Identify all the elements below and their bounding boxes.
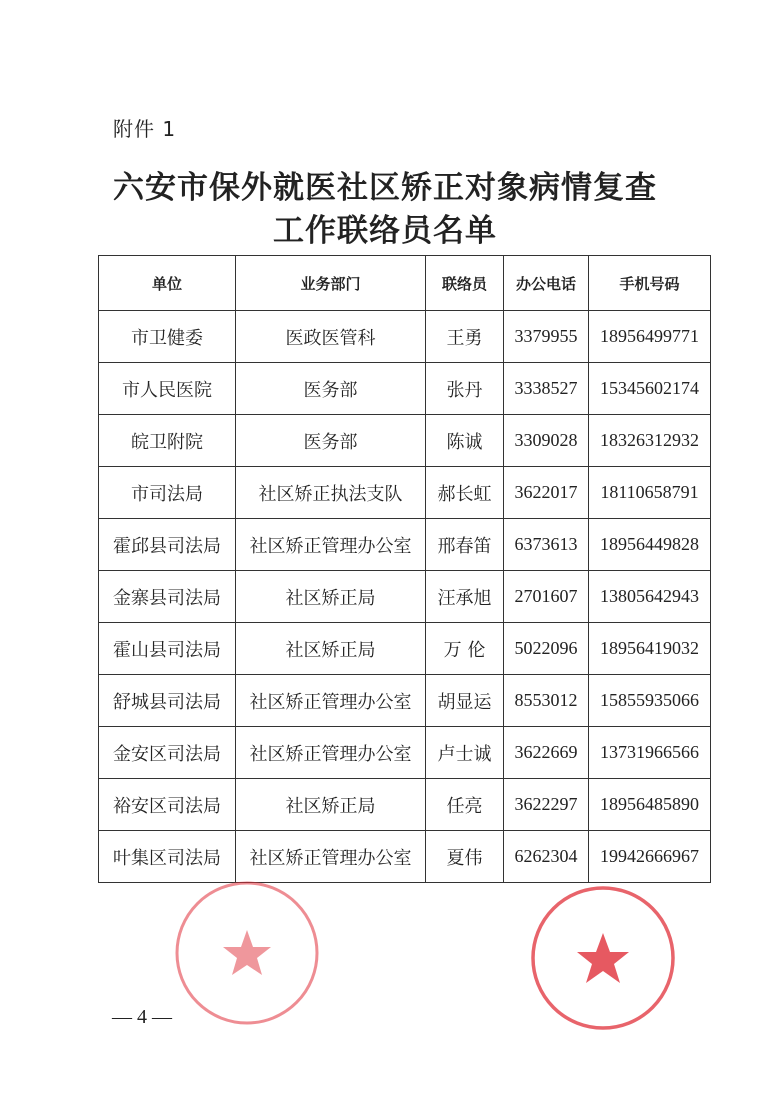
unit-cell: 霍山县司法局: [99, 623, 236, 675]
page-number: — 4 —: [112, 1006, 172, 1028]
unit-cell: 舒城县司法局: [99, 675, 236, 727]
office-phone-cell: 3309028: [504, 415, 589, 467]
table-row: [99, 519, 711, 571]
table-row: [99, 727, 711, 779]
department-cell: 社区矫正执法支队: [236, 467, 426, 519]
table-row: [99, 675, 711, 727]
department-cell: 医务部: [236, 415, 426, 467]
mobile-cell: 18326312932: [589, 415, 711, 467]
header-unit: 单位: [99, 256, 236, 311]
mobile-cell: 15345602174: [589, 363, 711, 415]
table-row: [99, 415, 711, 467]
unit-cell: 叶集区司法局: [99, 831, 236, 883]
office-phone-cell: 3622669: [504, 727, 589, 779]
contact-person-cell: 王勇: [426, 311, 504, 363]
table-row: [99, 363, 711, 415]
office-phone-cell: 5022096: [504, 623, 589, 675]
table-row: [99, 571, 711, 623]
contact-person-cell: 郝长虹: [426, 467, 504, 519]
department-cell: 社区矫正局: [236, 571, 426, 623]
office-phone-cell: 8553012: [504, 675, 589, 727]
contact-person-cell: 胡显运: [426, 675, 504, 727]
office-phone-cell: 3622297: [504, 779, 589, 831]
contact-person-cell: 夏伟: [426, 831, 504, 883]
contact-person-cell: 邢春笛: [426, 519, 504, 571]
table-body: [99, 311, 711, 883]
contact-person-cell: 陈诚: [426, 415, 504, 467]
unit-cell: 霍邱县司法局: [99, 519, 236, 571]
unit-cell: 金安区司法局: [99, 727, 236, 779]
header-mobile: 手机号码: [589, 256, 711, 311]
department-cell: 医务部: [236, 363, 426, 415]
document-title-line1: 六安市保外就医社区矫正对象病情复查: [113, 170, 657, 206]
seal-left-stamp: [172, 878, 322, 1028]
attachment-label: 附件 1: [113, 117, 177, 141]
department-cell: 社区矫正管理办公室: [236, 675, 426, 727]
department-cell: 社区矫正局: [236, 623, 426, 675]
contact-person-cell: 万 伦: [426, 623, 504, 675]
mobile-cell: 18956485890: [589, 779, 711, 831]
mobile-cell: 19942666967: [589, 831, 711, 883]
unit-cell: 皖卫附院: [99, 415, 236, 467]
table-header-row: [99, 256, 711, 311]
contact-person-cell: 汪承旭: [426, 571, 504, 623]
table-row: [99, 623, 711, 675]
office-phone-cell: 2701607: [504, 571, 589, 623]
contact-person-cell: 卢士诚: [426, 727, 504, 779]
contact-person-cell: 任亮: [426, 779, 504, 831]
department-cell: 社区矫正局: [236, 779, 426, 831]
office-phone-cell: 3622017: [504, 467, 589, 519]
header-department: 业务部门: [236, 256, 426, 311]
department-cell: 社区矫正管理办公室: [236, 519, 426, 571]
mobile-cell: 18956499771: [589, 311, 711, 363]
table-row: [99, 831, 711, 883]
table-row: [99, 311, 711, 363]
contact-table: [98, 255, 711, 883]
department-cell: 医政医管科: [236, 311, 426, 363]
unit-cell: 裕安区司法局: [99, 779, 236, 831]
office-phone-cell: 6373613: [504, 519, 589, 571]
mobile-cell: 13731966566: [589, 727, 711, 779]
unit-cell: 市司法局: [99, 467, 236, 519]
seal-right-stamp: [527, 883, 679, 1033]
office-phone-cell: 6262304: [504, 831, 589, 883]
mobile-cell: 18956449828: [589, 519, 711, 571]
mobile-cell: 18956419032: [589, 623, 711, 675]
department-cell: 社区矫正管理办公室: [236, 831, 426, 883]
mobile-cell: 15855935066: [589, 675, 711, 727]
document-title-line2: 工作联络员名单: [273, 213, 497, 249]
table-row: [99, 467, 711, 519]
unit-cell: 市卫健委: [99, 311, 236, 363]
contact-person-cell: 张丹: [426, 363, 504, 415]
header-office-phone: 办公电话: [504, 256, 589, 311]
unit-cell: 金寨县司法局: [99, 571, 236, 623]
header-contact-person: 联络员: [426, 256, 504, 311]
mobile-cell: 13805642943: [589, 571, 711, 623]
mobile-cell: 18110658791: [589, 467, 711, 519]
department-cell: 社区矫正管理办公室: [236, 727, 426, 779]
unit-cell: 市人民医院: [99, 363, 236, 415]
table-row: [99, 779, 711, 831]
office-phone-cell: 3338527: [504, 363, 589, 415]
office-phone-cell: 3379955: [504, 311, 589, 363]
